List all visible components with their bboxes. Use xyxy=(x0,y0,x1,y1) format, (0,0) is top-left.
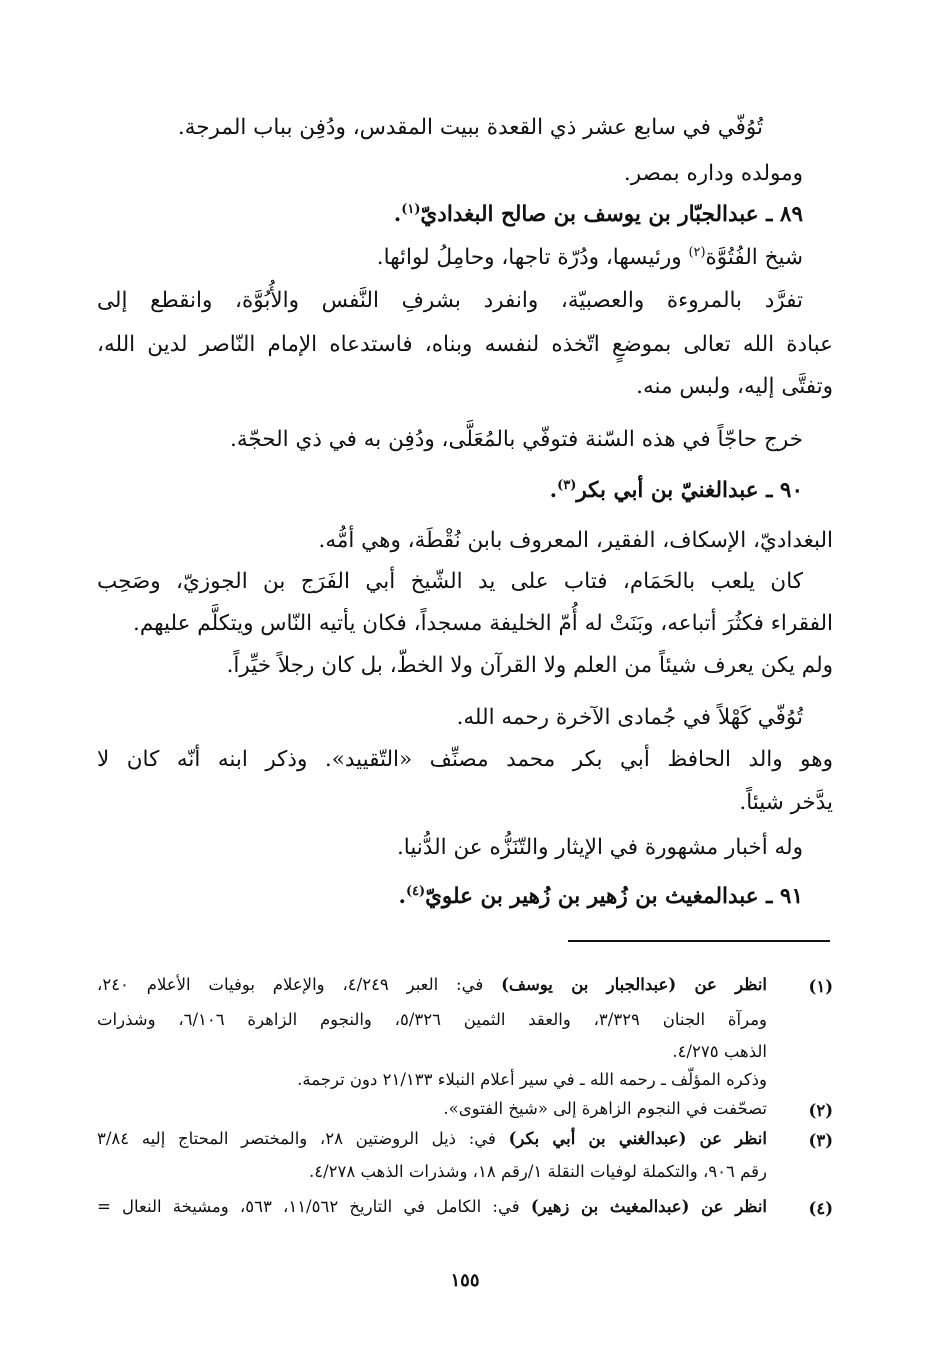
footnote-number-2: (٢) xyxy=(808,1101,833,1120)
footnote-separator xyxy=(568,940,830,942)
page-number: ١٥٥ xyxy=(450,1270,480,1291)
body-line-16: يدَّخر شيئاً. xyxy=(739,790,833,815)
footnote-ref-2: (٢) xyxy=(688,244,706,260)
entry-heading-90: ٩٠ ـ عبدالغنيّ بن أبي بكر$^{(٣)}$. xyxy=(549,477,803,503)
entry-heading-91: ٩١ ـ عبدالمغيث بن زُهير بن زُهير بن علويّ$^{(٤)}$. xyxy=(398,883,803,909)
footnote-1-line-4: وذكره المؤلّف ـ رحمه الله ـ في سير أعلام النبلاء ٢١/١٣٣ دون ترجمة. xyxy=(297,1070,767,1089)
footnote-number-3: (٣) xyxy=(808,1131,833,1150)
body-line-11: كان يلعب بالحَمَام، فتاب على يد الشّيخ أبي الفَرَج بن الجوزيّ، وصَحِب xyxy=(97,569,803,594)
body-line-13: ولم يكن يعرف شيئاً من العلم ولا القرآن ولا الخطّ، بل كان رجلاً خيِّراً. xyxy=(226,653,833,678)
entry-heading-89: ٨٩ ـ عبدالجبّار بن يوسف بن صالح البغداديّ$^{(١)}$. xyxy=(393,201,803,227)
footnote-number-1: (١) xyxy=(808,977,833,996)
body-line-4: شيخ الفُتُوَّة$^{(٢)}$ ورئيسها، ودُرّة تاجها، وحامِلُ لوائها. xyxy=(376,244,803,270)
body-line-1: تُوُفّي في سابع عشر ذي القعدة ببيت المقدس، ودُفِن بباب المرجة. xyxy=(177,115,763,140)
footnote-ref-3: (٣) xyxy=(557,477,577,493)
footnote-1-line-1: انظر عن (عبدالجبار بن يوسف) في: العبر ٤/٢٤٩، والإعلام بوفيات الأعلام ٢٤٠، xyxy=(97,975,767,994)
footnote-3-line-1: انظر عن (عبدالغني بن أبي بكر) في: ذيل الروضتين ٢٨، والمختصر المحتاج إليه ٣/٨٤ xyxy=(97,1129,767,1148)
body-line-6: عبادة الله تعالى بموضعٍ اتّخذه لنفسه وبناه، فاستدعاه الإمام النّاصر لدين الله، xyxy=(97,332,833,357)
body-line-2: ومولده وداره بمصر. xyxy=(623,161,803,186)
body-line-10: البغداديّ، الإسكاف، الفقير، المعروف بابن نُقْطَة، وهي أمُّه. xyxy=(318,528,833,553)
footnote-4-line-1: انظر عن (عبدالمغيث بن زهير) في: الكامل في التاريخ ١١/٥٦٢، ٥٦٣، ومشيخة النعال = xyxy=(97,1197,768,1216)
body-line-17: وله أخبار مشهورة في الإيثار والتّنَزُّه عن الدُّنيا. xyxy=(396,835,803,860)
body-line-5: تفرَّد بالمروءة والعصبيّة، وانفرد بشرفِ النَّفس والأُبُوَّة، وانقطع إلى xyxy=(97,288,803,313)
body-line-8: خرج حاجّاً في هذه السّنة فتوفّي بالمُعَلَّى، ودُفِن به في ذي الحجّة. xyxy=(230,427,803,452)
footnote-2-line-1: تصحّفت في النجوم الزاهرة إلى «شيخ الفتوى». xyxy=(443,1099,767,1118)
body-line-14: تُوُفّي كَهْلاً في جُمادى الآخرة رحمه الله. xyxy=(456,705,803,730)
body-line-15: وهو والد الحافظ أبي بكر محمد مصنِّف «التّقييد». وذكر ابنه أنّه كان لا xyxy=(97,747,833,772)
footnote-1-line-2: ومرآة الجنان ٣/٣٢٩، والعقد الثمين ٥/٣٢٦، والنجوم الزاهرة ٦/١٠٦، وشذرات xyxy=(97,1010,767,1029)
footnote-1-line-3: الذهب ٤/٢٧٥. xyxy=(672,1042,767,1061)
footnote-number-4: (٤) xyxy=(808,1199,833,1218)
body-line-12: الفقراء فكثُرَ أتباعه، وبَنَتْ له أُمّ الخليفة مسجداً، فكان يأتيه النّاس ويتكلَّم عليهم. xyxy=(132,611,833,636)
footnote-ref-4: (٤) xyxy=(405,883,426,899)
body-line-7: وتفتَّى إليه، ولبس منه. xyxy=(636,374,833,399)
footnote-3-line-2: رقم ٩٠٦، والتكملة لوفيات النقلة ١/رقم ١٨، وشذرات الذهب ٤/٢٧٨. xyxy=(308,1162,767,1181)
footnote-ref-1: (١) xyxy=(401,201,421,217)
